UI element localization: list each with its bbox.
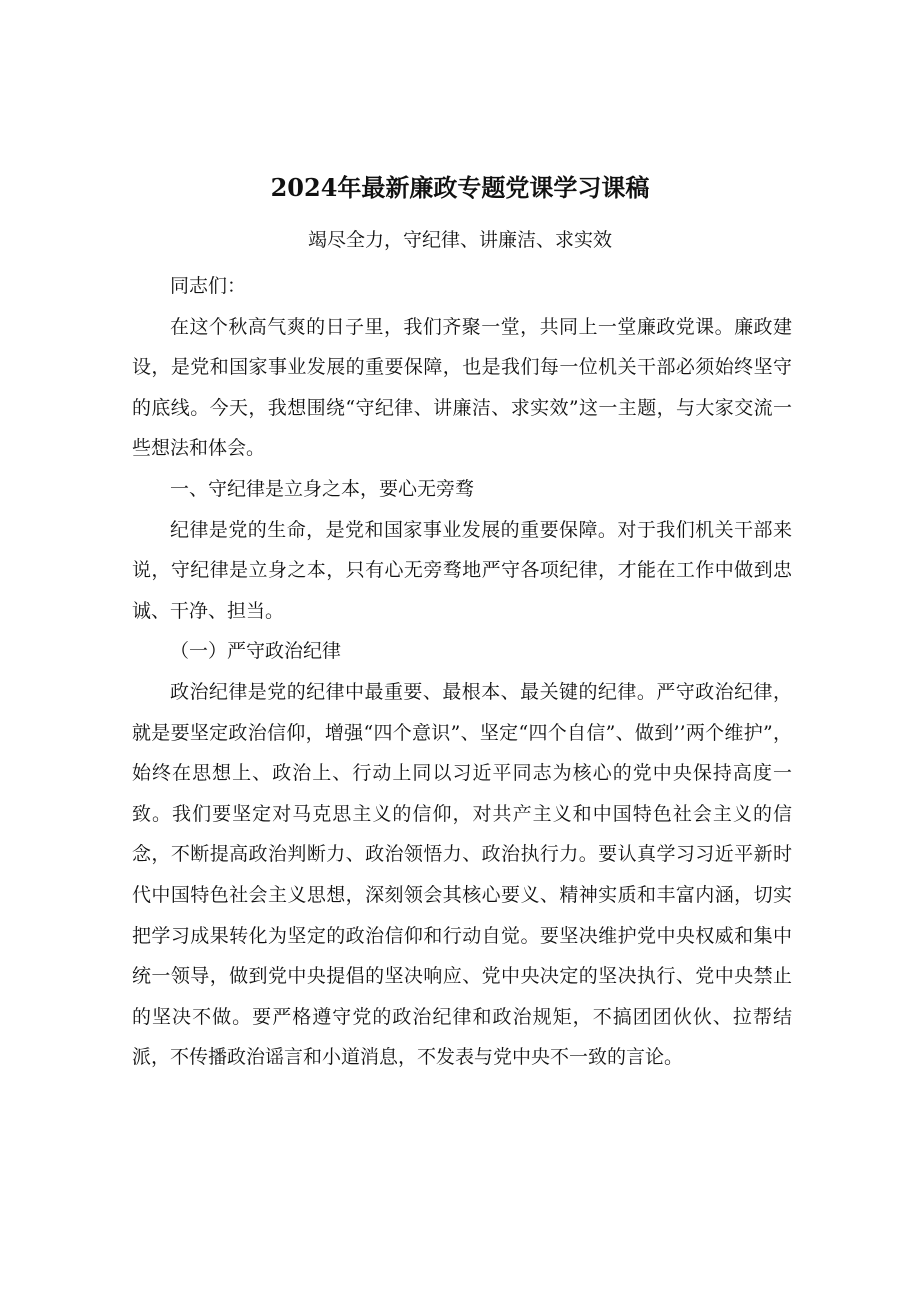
document-subtitle: 竭尽全力，守纪律、讲廉洁、求实效 — [307, 229, 612, 251]
document-body — [132, 266, 792, 1078]
section-heading-1: 一、守纪律是立身之本，要心无旁骛 — [170, 477, 475, 500]
paragraph-political-discipline: 政治纪律是党的纪律中最重要、最根本、最关键的纪律。严守政治纪律，就是要坚定政治信仰，增强“四个意识”、坚定“四个自信”、做到’’两个维护”，始终在思想上、政治上、行动上同以习近平同志为核心的党中央保持高度一致。我们要坚定对马克思主义的信仰，对共产主义和中国特色社会主义的信念，不断提高政治判断力、政治领悟力、政治执行力。要认真学习习近平新时代中国特色社会主义思想，深刻领会其核心要义、精神实质和丰富内涵，切实把学习成果转化为坚定的政治信仰和行动自觉。要坚决维护党中央权威和集中统一领导，做到党中央提倡的坚决响应、党中央决定的坚决执行、党中央禁止的坚决不做。要严格遵守党的政治纪律和政治规矩，不搞团团伙伙、拉帮结派，不传播政治谣言和小道消息，不发表与党中央不一致的言论。 — [132, 680, 792, 1069]
paragraph-discipline: 纪律是党的生命，是党和国家事业发展的重要保障。对于我们机关干部来说，守纪律是立身之本，只有心无旁骛地严守各项纪律，才能在工作中做到忠诚、干净、担当。 — [132, 518, 792, 622]
document-title: 2024年最新廉政专题党课学习课稿 — [270, 173, 650, 202]
greeting: 同志们： — [170, 275, 247, 297]
subsection-heading-1: （一）严守政治纪律 — [170, 640, 342, 663]
paragraph-intro: 在这个秋高气爽的日子里，我们齐聚一堂，共同上一堂廉政党课。廉政建设，是党和国家事业发展的重要保障，也是我们每一位机关干部必须始终坚守的底线。今天，我想围绕“守纪律、讲廉洁、求实效”这一主题，与大家交流一些想法和体会。 — [132, 315, 792, 460]
